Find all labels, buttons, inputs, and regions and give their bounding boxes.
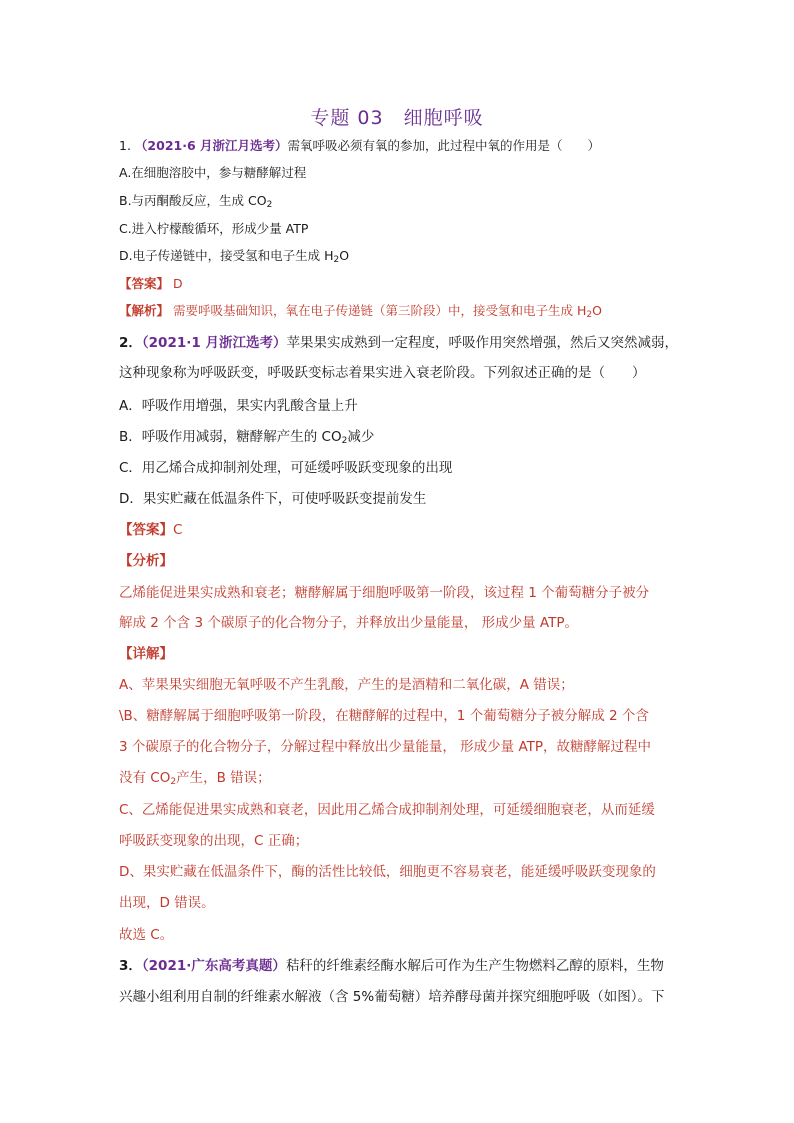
- q1-option-b-text: B.与丙酮酸反应，生成 CO: [119, 193, 267, 208]
- q2-detail-line-6: 呼吸跃变现象的出现，C 正确；: [119, 833, 309, 849]
- q2-detail-line-8: 出现，D 错误。: [119, 895, 215, 911]
- q3-stem-line-2: 兴趣小组利用自制的纤维素水解液（含 5%葡萄糖）培养酵母菌并探究细胞呼吸（如图）。下: [119, 989, 665, 1005]
- q2-fenxi-line-2: 解成 2 个含 3 个碳原子的化合物分子，并释放出少量能量， 形成少量 ATP。: [119, 615, 578, 631]
- q2-option-b-text: B．呼吸作用减弱，糖酵解产生的 CO: [119, 429, 342, 445]
- q1-source: （2021·6 月浙江月选考）: [134, 138, 288, 153]
- q1-option-b: [119, 192, 272, 210]
- q2-number: 2．: [119, 335, 142, 351]
- q2-stem-1: 苹果果实成熟到一定程度，呼吸作用突然增强，然后又突然减弱，: [286, 335, 678, 351]
- q1-option-d: [119, 247, 349, 265]
- q2-detail-line-5: C、乙烯能促进果实成熟和衰老，因此用乙烯合成抑制剂处理，可延缓细胞衰老，从而延缓: [119, 802, 655, 818]
- q2-detail-4-post: 产生，B 错误；: [176, 770, 271, 786]
- q2-detail-4-text: 没有 CO: [119, 770, 171, 786]
- q1-option-a: A.在细胞溶胶中，参与糖酵解过程: [119, 165, 307, 180]
- q1-analysis-sub: 2: [586, 310, 593, 320]
- q2-fenxi-line-1: 乙烯能促进果实成熟和衰老；糖酵解属于细胞呼吸第一阶段，该过程 1 个葡萄糖分子被分: [119, 585, 650, 601]
- q1-analysis: [119, 302, 602, 320]
- q2-option-b: [119, 428, 374, 446]
- q1-answer-value: D: [173, 276, 183, 291]
- q2-stem-line-1: [119, 334, 678, 352]
- q3-number: 3．: [119, 958, 142, 974]
- q2-detail-line-7: D、果实贮藏在低温条件下，酶的活性比较低，细胞更不容易衰老，能延缓呼吸跃变现象的: [119, 864, 656, 880]
- q1-answer: [119, 275, 183, 293]
- q2-option-a: A．呼吸作用增强，果实内乳酸含量上升: [119, 398, 358, 414]
- q3-stem-line-1: [119, 957, 664, 975]
- q1-stem: 需氧呼吸必须有氧的参加，此过程中氧的作用是（ ）: [287, 138, 601, 153]
- q2-source: （2021·1 月浙江选考）: [141, 335, 287, 351]
- q2-option-b-post: 减少: [347, 429, 375, 445]
- q2-fenxi-label: 【分析】: [119, 553, 173, 569]
- page-title: 专题 03 细胞呼吸: [310, 107, 484, 129]
- q1-analysis-post: O: [592, 303, 602, 318]
- q2-xiangjie-label: 【详解】: [119, 646, 173, 662]
- q2-detail-line-1: A、苹果果实细胞无氧呼吸不产生乳酸，产生的是酒精和二氧化碳，A 错误；: [119, 677, 574, 693]
- q2-answer-label: 【答案】: [119, 522, 173, 538]
- q1-option-d-sub: 2: [333, 255, 340, 265]
- q2-detail-line-4: [119, 769, 271, 787]
- q1-answer-label: 【答案】: [119, 276, 170, 291]
- q1-option-c: C.进入柠檬酸循环，形成少量 ATP: [119, 221, 309, 236]
- q1-option-d-text: D.电子传递链中，接受氢和电子生成 H: [119, 248, 334, 263]
- q2-detail-line-3: 3 个碳原子的化合物分子，分解过程中释放出少量能量， 形成少量 ATP，故糖酵解过程中: [119, 739, 652, 755]
- q1-analysis-text: 需要呼吸基础知识，氧在电子传递链（第三阶段）中，接受氢和电子生成 H: [173, 303, 587, 318]
- q2-answer-value: C: [173, 522, 183, 538]
- q2-option-d: D．果实贮藏在低温条件下，可使呼吸跃变提前发生: [119, 491, 427, 507]
- q3-stem-1: 秸秆的纤维素经酶水解后可作为生产生物燃料乙醇的原料，生物: [285, 958, 664, 974]
- q1-option-d-post: O: [339, 248, 350, 263]
- q1-number: 1.: [119, 138, 131, 153]
- q1-analysis-label: 【解析】: [119, 303, 170, 318]
- q1-option-b-sub: 2: [266, 200, 273, 210]
- q2-detail-4-sub: 2: [170, 777, 177, 787]
- q2-answer: [119, 521, 182, 539]
- q2-stem-line-2: 这种现象称为呼吸跃变，呼吸跃变标志着果实进入衰老阶段。下列叙述正确的是（ ）: [119, 365, 646, 381]
- q2-conclusion: 故选 C。: [119, 927, 174, 943]
- q2-option-c: C．用乙烯合成抑制剂处理，可延缓呼吸跃变现象的出现: [119, 460, 453, 476]
- q2-option-b-sub: 2: [341, 436, 348, 446]
- q2-detail-line-2: \B、糖酵解属于细胞呼吸第一阶段，在糖酵解的过程中，1 个葡萄糖分子被分解成 2 个含: [119, 708, 649, 724]
- q1-stem-line: [119, 137, 600, 155]
- q3-source: （2021·广东高考真题）: [141, 958, 286, 974]
